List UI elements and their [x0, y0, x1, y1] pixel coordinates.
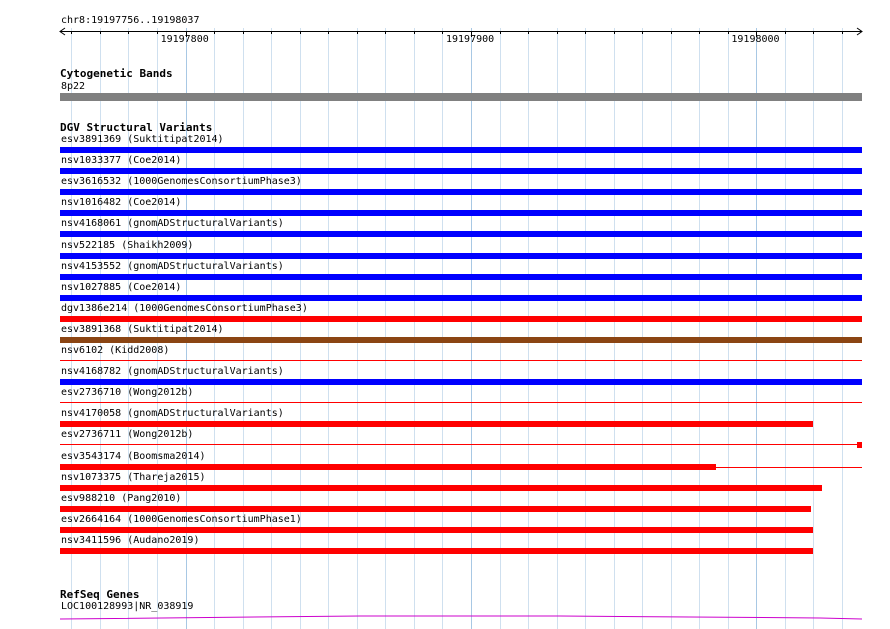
- variant-label[interactable]: nsv4168061 (gnomADStructuralVariants): [61, 218, 284, 230]
- variant-label[interactable]: nsv1033377 (Coe2014): [61, 155, 182, 167]
- refseq-track-title: RefSeq Genes: [60, 588, 140, 601]
- variant-label[interactable]: nsv1027885 (Coe2014): [61, 281, 182, 293]
- variant-feature-bar[interactable]: [60, 189, 862, 195]
- variant-label[interactable]: esv988210 (Pang2010): [61, 492, 182, 504]
- variant-label[interactable]: dgv1386e214 (1000GenomesConsortiumPhase3): [61, 302, 308, 314]
- variant-feature-bar[interactable]: [60, 274, 862, 280]
- variant-feature-line[interactable]: [60, 444, 862, 445]
- ruler-tick-label: 19198000: [731, 34, 780, 45]
- variant-label[interactable]: esv2664164 (1000GenomesConsortiumPhase1): [61, 513, 302, 525]
- cytoband-bar[interactable]: [60, 93, 862, 101]
- variant-feature-bar[interactable]: [60, 253, 862, 259]
- location-label: chr8:19197756..19198037: [61, 15, 200, 26]
- variant-feature-bar[interactable]: [60, 337, 862, 343]
- variant-label[interactable]: nsv4168782 (gnomADStructuralVariants): [61, 366, 284, 378]
- variant-label[interactable]: nsv6102 (Kidd2008): [61, 345, 170, 356]
- variant-feature-bar[interactable]: [60, 210, 862, 216]
- variant-feature-bar[interactable]: [60, 316, 862, 322]
- variant-feature-bar[interactable]: [60, 421, 813, 427]
- ruler-tick-label: 19197800: [160, 34, 209, 45]
- variant-label[interactable]: esv2736710 (Wong2012b): [61, 387, 194, 399]
- variant-label[interactable]: esv2736711 (Wong2012b): [61, 429, 194, 441]
- cytoband-label: 8p22: [61, 81, 86, 92]
- refseq-gene-label: LOC100128993|NR_038919: [61, 601, 194, 612]
- variant-label[interactable]: esv3891369 (Suktitipat2014): [61, 134, 224, 145]
- variant-label[interactable]: nsv522185 (Shaikh2009): [61, 239, 194, 251]
- refseq-gene-feature[interactable]: [0, 610, 890, 622]
- variant-feature-line[interactable]: [60, 402, 862, 403]
- variant-feature-line[interactable]: [716, 467, 862, 468]
- variant-feature-bar[interactable]: [60, 379, 862, 385]
- variant-feature-line[interactable]: [60, 360, 862, 361]
- variant-label[interactable]: nsv1016482 (Coe2014): [61, 197, 182, 209]
- ruler-tick-label: 19197900: [445, 34, 495, 45]
- cytoband-track-title: Cytogenetic Bands: [60, 67, 173, 80]
- variant-label[interactable]: nsv4170058 (gnomADStructuralVariants): [61, 408, 284, 420]
- variant-label[interactable]: esv3616532 (1000GenomesConsortiumPhase3): [61, 176, 302, 188]
- variant-label[interactable]: nsv4153552 (gnomADStructuralVariants): [61, 260, 284, 272]
- variant-feature-bar[interactable]: [60, 147, 862, 153]
- variant-feature-bar[interactable]: [60, 506, 811, 512]
- variant-label[interactable]: esv3543174 (Boomsma2014): [61, 450, 206, 462]
- variant-feature-bar[interactable]: [60, 485, 822, 491]
- variant-feature-bar[interactable]: [60, 548, 813, 554]
- variant-label[interactable]: nsv3411596 (Audano2019): [61, 534, 200, 546]
- variant-feature-bar[interactable]: [60, 295, 862, 301]
- variant-label[interactable]: nsv1073375 (Thareja2015): [61, 471, 206, 483]
- dgv-track-title: DGV Structural Variants: [60, 121, 213, 134]
- variant-feature-bar[interactable]: [60, 168, 862, 174]
- variant-feature-bar[interactable]: [60, 231, 862, 237]
- gene-intron-line[interactable]: [60, 616, 862, 619]
- variant-feature-bar[interactable]: [60, 527, 813, 533]
- variant-label[interactable]: esv3891368 (Suktitipat2014): [61, 323, 224, 335]
- variant-feature-bar[interactable]: [60, 464, 716, 470]
- variant-feature-end-block[interactable]: [857, 442, 862, 448]
